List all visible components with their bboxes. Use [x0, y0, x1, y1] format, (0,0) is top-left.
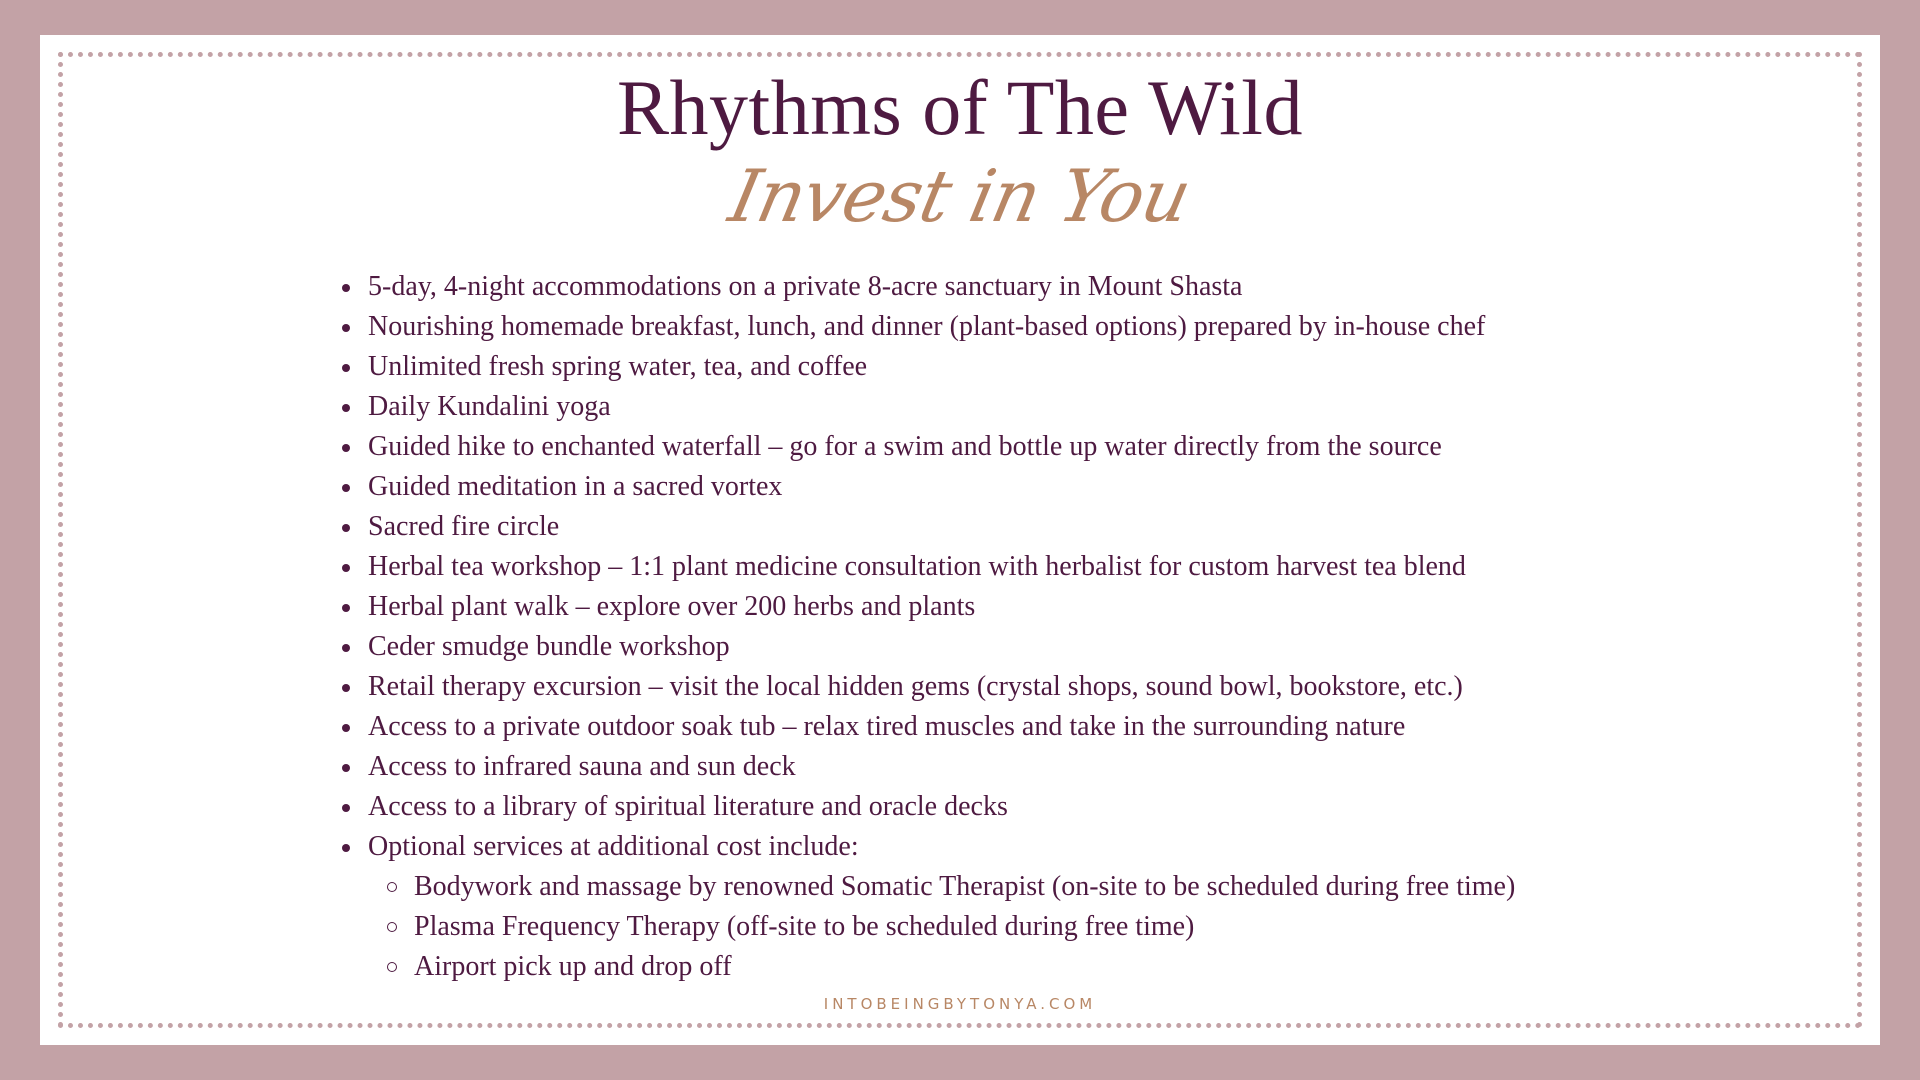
sub-list-item: Airport pick up and drop off	[414, 947, 1515, 987]
sub-list-item: Plasma Frequency Therapy (off-site to be scheduled during free time)	[414, 907, 1515, 947]
website-footer: INTOBEINGBYTONYA.COM	[823, 995, 1097, 1013]
list-item: Herbal plant walk – explore over 200 herbs and plants	[368, 587, 1515, 627]
list-item: Nourishing homemade breakfast, lunch, and dinner (plant-based options) prepared by in-house chef	[368, 307, 1515, 347]
list-item: Daily Kundalini yoga	[368, 387, 1515, 427]
list-item: Access to a library of spiritual literature and oracle decks	[368, 787, 1515, 827]
content-card	[40, 35, 1880, 1045]
list-item: Herbal tea workshop – 1:1 plant medicine consultation with herbalist for custom harvest tea blend	[368, 547, 1515, 587]
list-item-optional	[368, 827, 1515, 987]
list-item: Access to a private outdoor soak tub – relax tired muscles and take in the surrounding nature	[368, 707, 1515, 747]
list-item: Access to infrared sauna and sun deck	[368, 747, 1515, 787]
list-item: Unlimited fresh spring water, tea, and coffee	[368, 347, 1515, 387]
list-item: Ceder smudge bundle workshop	[368, 627, 1515, 667]
list-item: 5-day, 4-night accommodations on a private 8-acre sanctuary in Mount Shasta	[368, 267, 1515, 307]
inclusions-list	[330, 267, 1515, 987]
script-subtitle: Invest in You	[722, 154, 1198, 238]
sub-list-item: Bodywork and massage by renowned Somatic Therapist (on-site to be scheduled during free time)	[414, 867, 1515, 907]
list-item: Sacred fire circle	[368, 507, 1515, 547]
list-item: Guided meditation in a sacred vortex	[368, 467, 1515, 507]
page-title: Rhythms of The Wild	[617, 64, 1303, 151]
optional-heading: Optional services at additional cost include:	[368, 831, 859, 862]
list-item: Retail therapy excursion – visit the local hidden gems (crystal shops, sound bowl, bookstore, etc.)	[368, 667, 1515, 707]
optional-services-list	[368, 867, 1515, 987]
list-item: Guided hike to enchanted waterfall – go for a swim and bottle up water directly from the source	[368, 427, 1515, 467]
